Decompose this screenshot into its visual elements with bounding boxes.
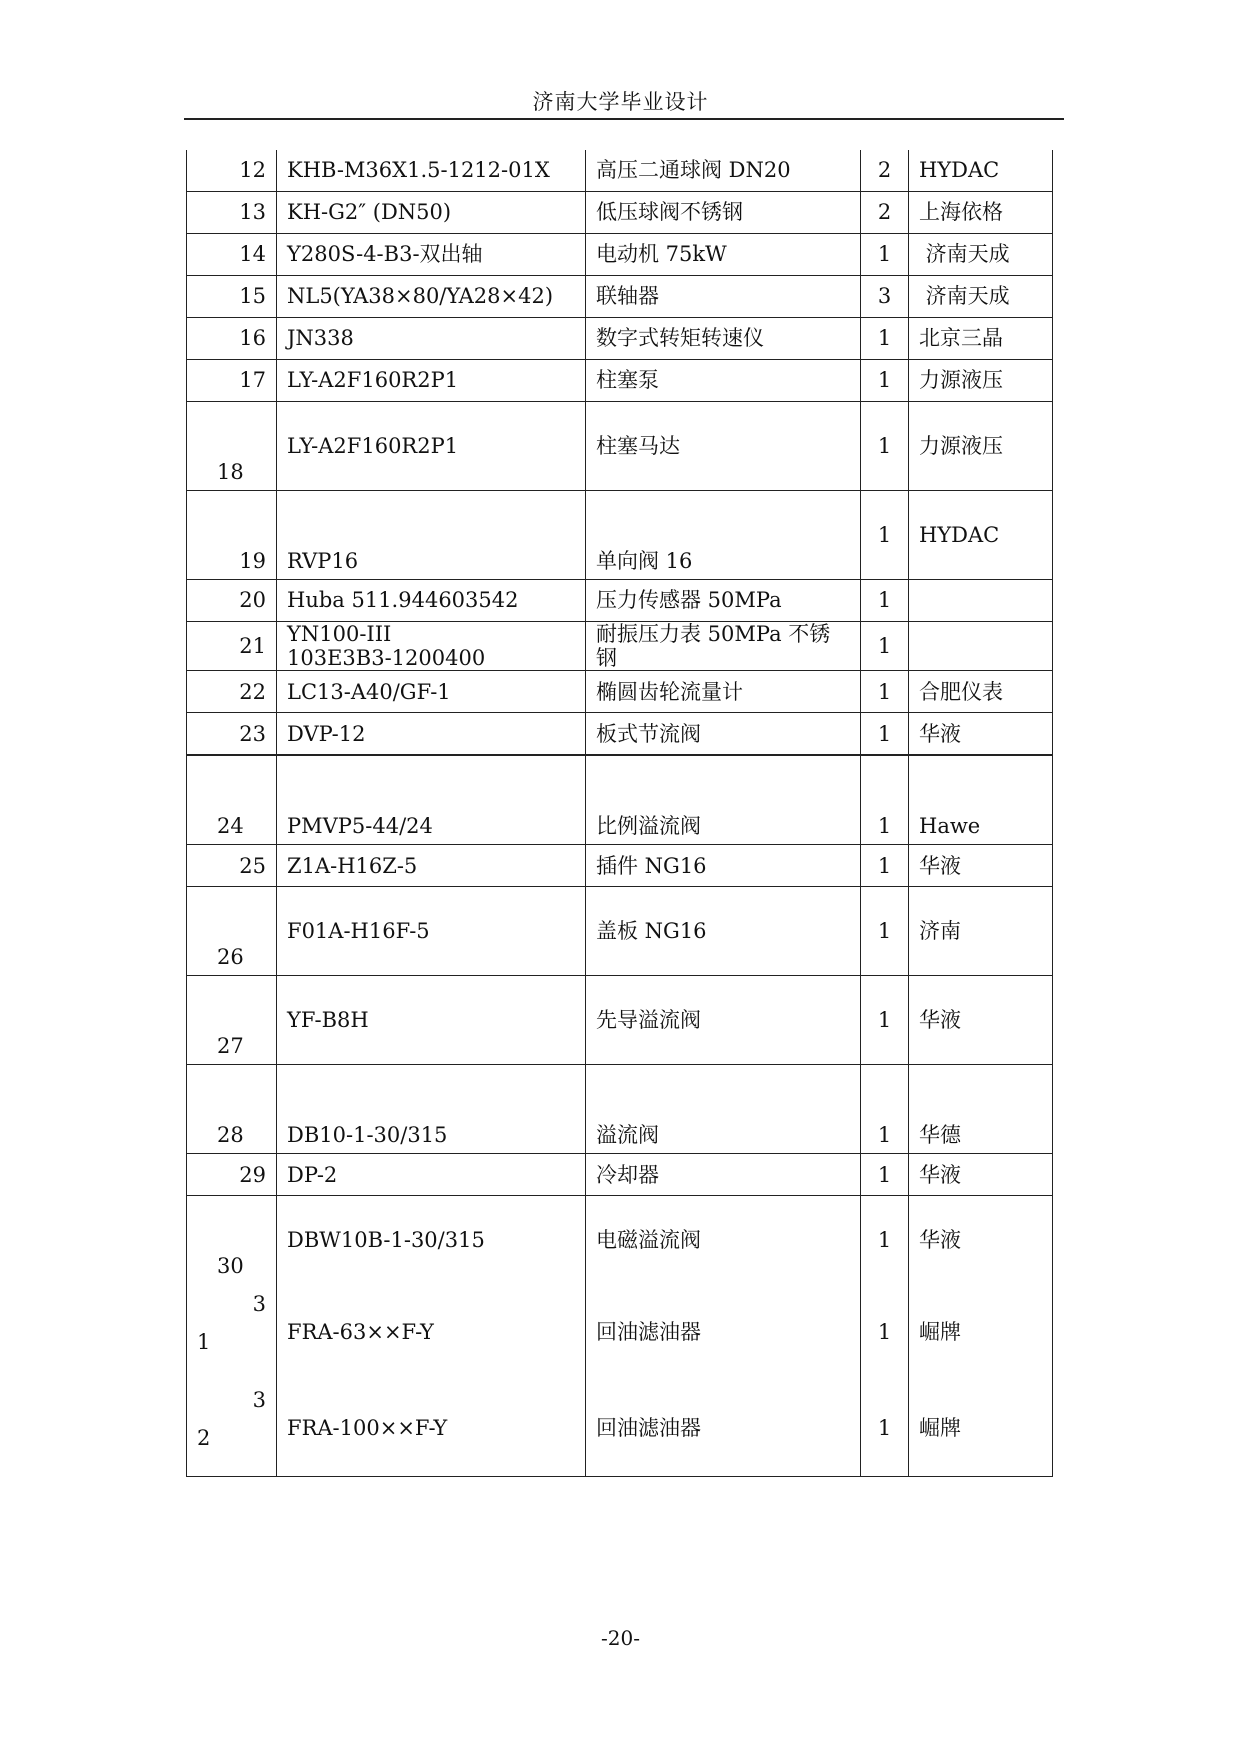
row-number: 23 (187, 713, 277, 756)
maker-cell: 力源液压 (909, 360, 1053, 402)
row-number: 26 (187, 887, 277, 976)
maker-cell: 华液 (909, 976, 1053, 1065)
qty-cell: 1 (861, 1284, 909, 1380)
model-cell: KH-G2″ (DN50) (277, 192, 586, 234)
qty-cell: 1 (861, 1196, 909, 1285)
table-row (187, 671, 1053, 713)
name-cell: 电磁溢流阀 (586, 1196, 861, 1285)
model-cell: DB10-1-30/315 (277, 1065, 586, 1154)
table-row (187, 1154, 1053, 1196)
model-cell: LY-A2F160R2P1 (277, 402, 586, 491)
maker-cell: 济南 (909, 887, 1053, 976)
maker-cell: 华德 (909, 1065, 1053, 1154)
header-rule (184, 118, 1064, 120)
row-number-part: 1 (197, 1330, 211, 1355)
row-number: 25 (187, 845, 277, 887)
row-number: 18 (187, 402, 277, 491)
row-number: 28 (187, 1065, 277, 1154)
row-number: 21 (187, 622, 277, 671)
name-cell: 单向阀 16 (586, 491, 861, 580)
maker-cell: 华液 (909, 845, 1053, 887)
table-row (187, 1284, 1053, 1380)
name-line: 钢 (596, 646, 617, 671)
table-row (187, 318, 1053, 360)
table-row (187, 580, 1053, 622)
maker-cell: HYDAC (909, 491, 1053, 580)
row-number: 19 (187, 491, 277, 580)
qty-cell: 1 (861, 1154, 909, 1196)
model-line: 103E3B3-1200400 (287, 646, 486, 671)
table-row (187, 976, 1053, 1065)
row-number: 29 (187, 1154, 277, 1196)
maker-cell: 合肥仪表 (909, 671, 1053, 713)
table-row (187, 713, 1053, 756)
row-number-part: 3 (252, 1292, 266, 1317)
table-row (187, 622, 1053, 671)
row-number: 14 (187, 234, 277, 276)
row-number: 15 (187, 276, 277, 318)
qty-cell: 2 (861, 150, 909, 192)
name-cell: 盖板 NG16 (586, 887, 861, 976)
row-number-part: 2 (197, 1426, 211, 1451)
row-number: 16 (187, 318, 277, 360)
row-number: 13 (187, 192, 277, 234)
qty-cell: 2 (861, 192, 909, 234)
qty-cell: 1 (861, 318, 909, 360)
qty-cell: 1 (861, 622, 909, 671)
model-cell: DVP-12 (277, 713, 586, 756)
qty-cell: 1 (861, 713, 909, 756)
row-number: 12 (187, 150, 277, 192)
qty-cell: 1 (861, 491, 909, 580)
name-cell: 溢流阀 (586, 1065, 861, 1154)
table-row (187, 1196, 1053, 1285)
name-cell: 联轴器 (586, 276, 861, 318)
maker-cell: 力源液压 (909, 402, 1053, 491)
table-row (187, 491, 1053, 580)
maker-cell: 崛牌 (909, 1284, 1053, 1380)
model-cell: NL5(YA38×80/YA28×42) (277, 276, 586, 318)
model-cell: YF-B8H (277, 976, 586, 1065)
qty-cell: 1 (861, 402, 909, 491)
table-row (187, 1065, 1053, 1154)
name-cell: 低压球阀不锈钢 (586, 192, 861, 234)
maker-cell: 济南天成 (909, 276, 1053, 318)
name-cell: 柱塞泵 (586, 360, 861, 402)
name-cell: 比例溢流阀 (586, 755, 861, 845)
name-cell (586, 622, 861, 671)
parts-table (186, 150, 1053, 1477)
row-number: 30 (187, 1196, 277, 1285)
table-row (187, 360, 1053, 402)
maker-cell: 崛牌 (909, 1380, 1053, 1477)
qty-cell: 1 (861, 671, 909, 713)
qty-cell: 1 (861, 976, 909, 1065)
name-cell: 冷却器 (586, 1154, 861, 1196)
maker-cell: 华液 (909, 713, 1053, 756)
row-number (187, 1284, 277, 1380)
qty-cell: 1 (861, 1065, 909, 1154)
row-number: 20 (187, 580, 277, 622)
model-cell: PMVP5-44/24 (277, 755, 586, 845)
model-cell: FRA-100××F-Y (277, 1380, 586, 1477)
row-number-part: 3 (252, 1388, 266, 1413)
model-cell: RVP16 (277, 491, 586, 580)
maker-cell: Hawe (909, 755, 1053, 845)
table-row (187, 755, 1053, 845)
qty-cell: 1 (861, 580, 909, 622)
row-number: 24 (187, 755, 277, 845)
row-number: 27 (187, 976, 277, 1065)
maker-cell: HYDAC (909, 150, 1053, 192)
model-cell: Y280S-4-B3-双出轴 (277, 234, 586, 276)
model-line: YN100-III (287, 622, 392, 646)
row-number: 22 (187, 671, 277, 713)
name-cell: 数字式转矩转速仪 (586, 318, 861, 360)
page-number: -20- (601, 1626, 640, 1650)
model-cell: F01A-H16F-5 (277, 887, 586, 976)
qty-cell: 1 (861, 845, 909, 887)
row-number: 17 (187, 360, 277, 402)
table-row (187, 276, 1053, 318)
name-cell: 电动机 75kW (586, 234, 861, 276)
table-row (187, 845, 1053, 887)
table-row (187, 234, 1053, 276)
page-header-title: 济南大学毕业设计 (532, 90, 709, 114)
qty-cell: 1 (861, 360, 909, 402)
name-cell: 压力传感器 50MPa (586, 580, 861, 622)
name-cell: 插件 NG16 (586, 845, 861, 887)
table-row (187, 402, 1053, 491)
table-row (187, 1380, 1053, 1477)
table-row (187, 887, 1053, 976)
model-cell: LC13-A40/GF-1 (277, 671, 586, 713)
model-cell (277, 622, 586, 671)
maker-cell: 上海依格 (909, 192, 1053, 234)
maker-cell: 华液 (909, 1196, 1053, 1285)
name-cell: 回油滤油器 (586, 1284, 861, 1380)
qty-cell: 1 (861, 887, 909, 976)
maker-cell: 北京三晶 (909, 318, 1053, 360)
qty-cell: 3 (861, 276, 909, 318)
model-cell: KHB-M36X1.5-1212-01X (277, 150, 586, 192)
row-number (187, 1380, 277, 1477)
qty-cell: 1 (861, 234, 909, 276)
model-cell: DP-2 (277, 1154, 586, 1196)
model-cell: LY-A2F160R2P1 (277, 360, 586, 402)
model-cell: Huba 511.944603542 (277, 580, 586, 622)
qty-cell: 1 (861, 1380, 909, 1477)
name-cell: 高压二通球阀 DN20 (586, 150, 861, 192)
parts-table-container (186, 150, 1052, 1477)
maker-cell (909, 580, 1053, 622)
model-cell: FRA-63××F-Y (277, 1284, 586, 1380)
maker-cell (909, 622, 1053, 671)
name-cell: 板式节流阀 (586, 713, 861, 756)
maker-cell: 济南天成 (909, 234, 1053, 276)
model-cell: DBW10B-1-30/315 (277, 1196, 586, 1285)
qty-cell: 1 (861, 755, 909, 845)
name-cell: 柱塞马达 (586, 402, 861, 491)
name-cell: 先导溢流阀 (586, 976, 861, 1065)
name-line: 耐振压力表 50MPa 不锈 (596, 622, 831, 646)
table-row (187, 192, 1053, 234)
table-row (187, 150, 1053, 192)
model-cell: JN338 (277, 318, 586, 360)
name-cell: 椭圆齿轮流量计 (586, 671, 861, 713)
name-cell: 回油滤油器 (586, 1380, 861, 1477)
model-cell: Z1A-H16Z-5 (277, 845, 586, 887)
maker-cell: 华液 (909, 1154, 1053, 1196)
